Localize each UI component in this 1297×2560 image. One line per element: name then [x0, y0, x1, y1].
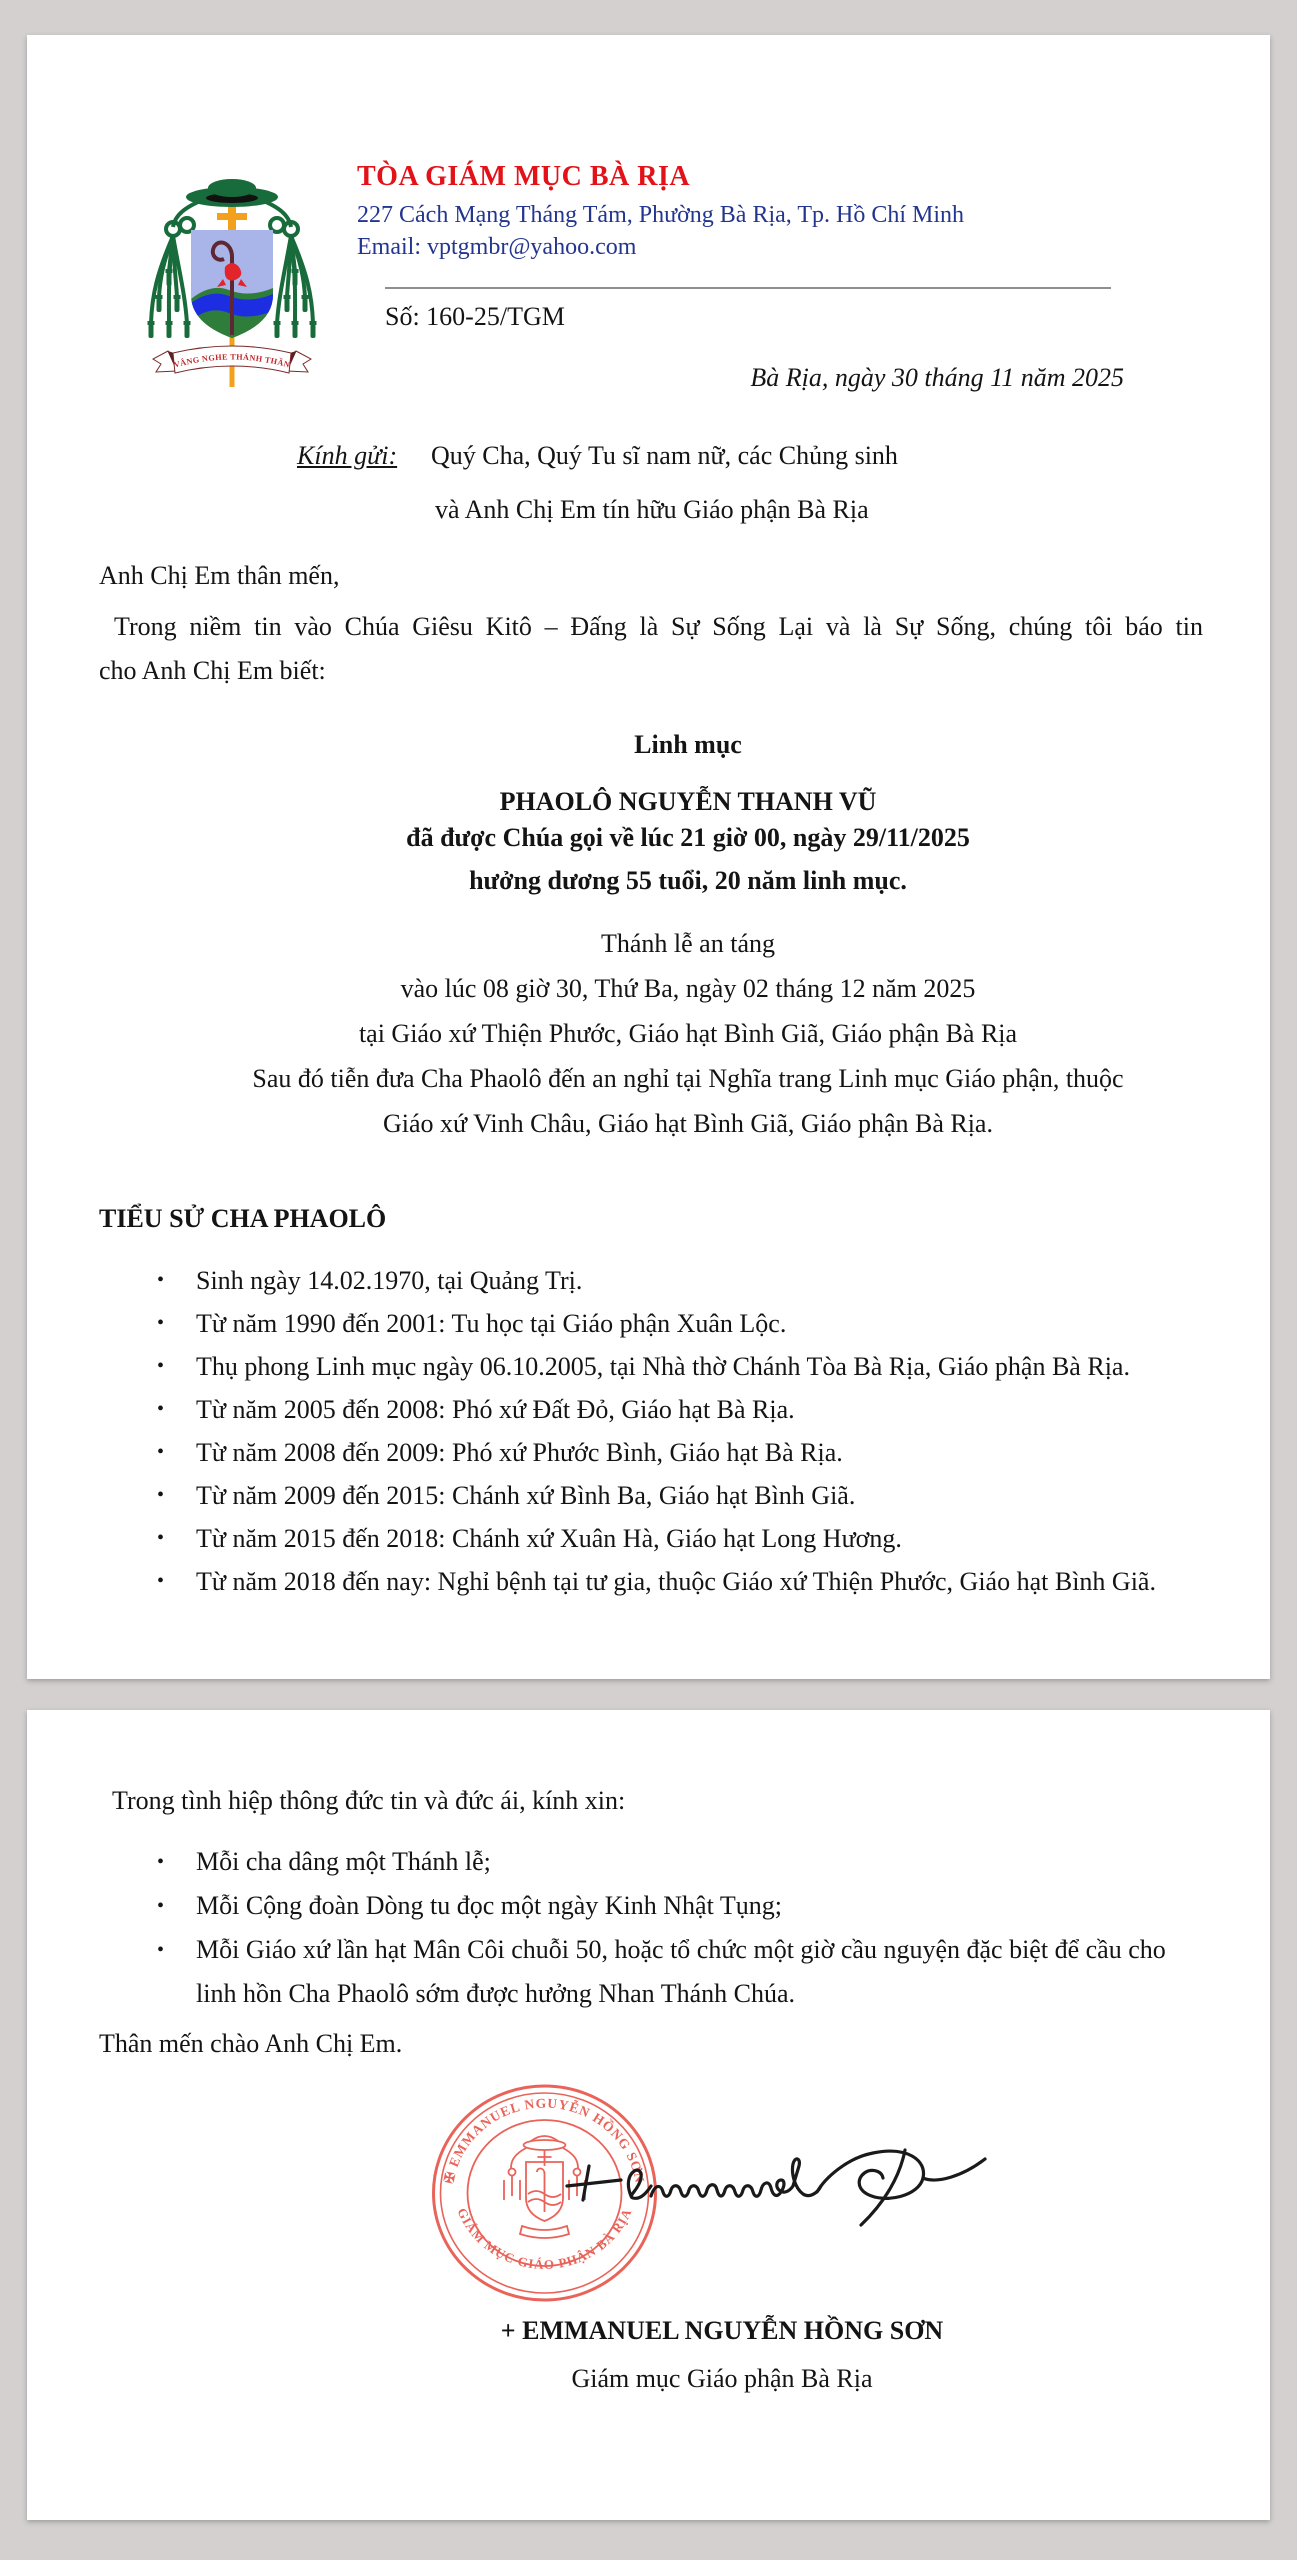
funeral-line: Giáo xứ Vinh Châu, Giáo hạt Bình Giã, Giáo phận Bà Rịa. — [383, 1109, 993, 1138]
bullet-icon: • — [157, 1441, 165, 1463]
seal-ring-top-text: ✠ EMMANUEL NGUYỄN HỒNG SƠN — [441, 2095, 648, 2185]
list-item — [99, 1560, 1156, 1603]
logo-motto-text: VÂNG NGHE THÁNH THẦN — [172, 352, 292, 370]
list-item — [99, 1474, 1156, 1517]
signer-name: + EMMANUEL NGUYỄN HỒNG SƠN — [500, 2316, 944, 2345]
funeral-line: vào lúc 08 giờ 30, Thứ Ba, ngày 02 tháng 12 năm 2025 — [400, 974, 976, 1003]
list-item — [99, 1840, 1199, 1884]
request-item: Mỗi Giáo xứ lần hạt Mân Côi chuỗi 50, hoặc tổ chức một giờ cầu nguyện đặc biệt để cầu cho linh hồn Cha Phaolô sớm được hưởng Nhan Thánh Chúa. — [196, 1935, 1166, 2008]
recipient-line-2: và Anh Chị Em tín hữu Giáo phận Bà Rịa — [435, 495, 869, 524]
reference-number: Số: 160-25/TGM — [385, 302, 565, 331]
announcement-line-2: hưởng dương 55 tuổi, 20 năm linh mục. — [469, 866, 907, 895]
biography-item: Sinh ngày 14.02.1970, tại Quảng Trị. — [196, 1266, 583, 1295]
request-item: Mỗi Cộng đoàn Dòng tu đọc một ngày Kinh Nhật Tụng; — [196, 1891, 782, 1920]
biography-item: Từ năm 2015 đến 2018: Chánh xứ Xuân Hà, Giáo hạt Long Hương. — [196, 1524, 902, 1553]
letterhead-divider — [385, 287, 1111, 289]
bullet-icon: • — [157, 1895, 165, 1917]
list-item — [99, 1259, 1156, 1302]
bullet-icon: • — [157, 1851, 165, 1873]
bullet-icon: • — [157, 1527, 165, 1549]
list-item — [99, 1345, 1156, 1388]
bullet-icon: • — [157, 1312, 165, 1334]
list-item — [99, 1302, 1156, 1345]
biography-item: Từ năm 2009 đến 2015: Chánh xứ Bình Ba, Giáo hạt Bình Giã. — [196, 1481, 856, 1510]
request-intro: Trong tình hiệp thông đức tin và đức ái, kính xin: — [112, 1786, 626, 1815]
list-item — [99, 1517, 1156, 1560]
biography-item: Từ năm 1990 đến 2001: Tu học tại Giáo phận Xuân Lộc. — [196, 1309, 787, 1338]
funeral-line: Sau đó tiễn đưa Cha Phaolô đến an nghỉ tại Nghĩa trang Linh mục Giáo phận, thuộc — [252, 1064, 1124, 1093]
org-name: TÒA GIÁM MỤC BÀ RỊA — [357, 161, 691, 192]
date-line: Bà Rịa, ngày 30 tháng 11 năm 2025 — [750, 363, 1124, 392]
bishop-signature — [555, 2140, 995, 2240]
announcement-title: Linh mục — [634, 730, 742, 759]
bullet-icon: • — [157, 1484, 165, 1506]
salutation-label: Kính gửi: — [297, 441, 398, 470]
biography-item: Từ năm 2008 đến 2009: Phó xứ Phước Bình, Giáo hạt Bà Rịa. — [196, 1438, 843, 1467]
list-item — [99, 1928, 1199, 2016]
bullet-icon: • — [157, 1570, 165, 1592]
request-list — [99, 1840, 1199, 2016]
biography-item: Từ năm 2005 đến 2008: Phó xứ Đất Đỏ, Giáo hạt Bà Rịa. — [196, 1395, 795, 1424]
closing-line: Thân mến chào Anh Chị Em. — [99, 2029, 403, 2058]
org-email: Email: vptgmbr@yahoo.com — [357, 234, 637, 260]
letter-page-2 — [27, 1710, 1270, 2520]
bullet-icon: • — [157, 1269, 165, 1291]
funeral-line: tại Giáo xứ Thiện Phước, Giáo hạt Bình Giã, Giáo phận Bà Rịa — [358, 1019, 1018, 1048]
recipient-line-1: Quý Cha, Quý Tu sĩ nam nữ, các Chủng sinh — [431, 441, 898, 470]
biography-list — [99, 1259, 1156, 1603]
seal-ring-bottom-text: GIÁM MỤC GIÁO PHẬN BÀ RỊA — [454, 2205, 635, 2273]
letter-page-1 — [27, 35, 1270, 1679]
biography-heading: TIỂU SỬ CHA PHAOLÔ — [99, 1204, 387, 1233]
list-item — [99, 1431, 1156, 1474]
bullet-icon: • — [157, 1355, 165, 1377]
request-item: Mỗi cha dâng một Thánh lễ; — [196, 1847, 491, 1876]
bullet-icon: • — [157, 1939, 165, 1961]
announcement-line-1: đã được Chúa gọi về lúc 21 giờ 00, ngày 29/11/2025 — [406, 823, 970, 852]
greeting: Anh Chị Em thân mến, — [99, 561, 340, 590]
intro-line-2: cho Anh Chị Em biết: — [99, 656, 326, 685]
funeral-line: Thánh lễ an táng — [601, 929, 775, 958]
org-address: 227 Cách Mạng Tháng Tám, Phường Bà Rịa, Tp. Hồ Chí Minh — [357, 202, 965, 228]
intro-line-1: Trong niềm tin vào Chúa Giêsu Kitô – Đấng là Sự Sống Lại và là Sự Sống, chúng tôi báo tin — [114, 612, 1203, 641]
deceased-name: PHAOLÔ NGUYỄN THANH VŨ — [499, 787, 877, 816]
signer-title: Giám mục Giáo phận Bà Rịa — [571, 2364, 873, 2393]
bullet-icon: • — [157, 1398, 165, 1420]
list-item — [99, 1388, 1156, 1431]
biography-item: Thụ phong Linh mục ngày 06.10.2005, tại Nhà thờ Chánh Tòa Bà Rịa, Giáo phận Bà Rịa. — [196, 1352, 1130, 1381]
biography-item: Từ năm 2018 đến nay: Nghỉ bệnh tại tư gia, thuộc Giáo xứ Thiện Phước, Giáo hạt Bình Giã. — [196, 1567, 1156, 1596]
diocese-coat-of-arms — [143, 175, 321, 390]
list-item — [99, 1884, 1199, 1928]
